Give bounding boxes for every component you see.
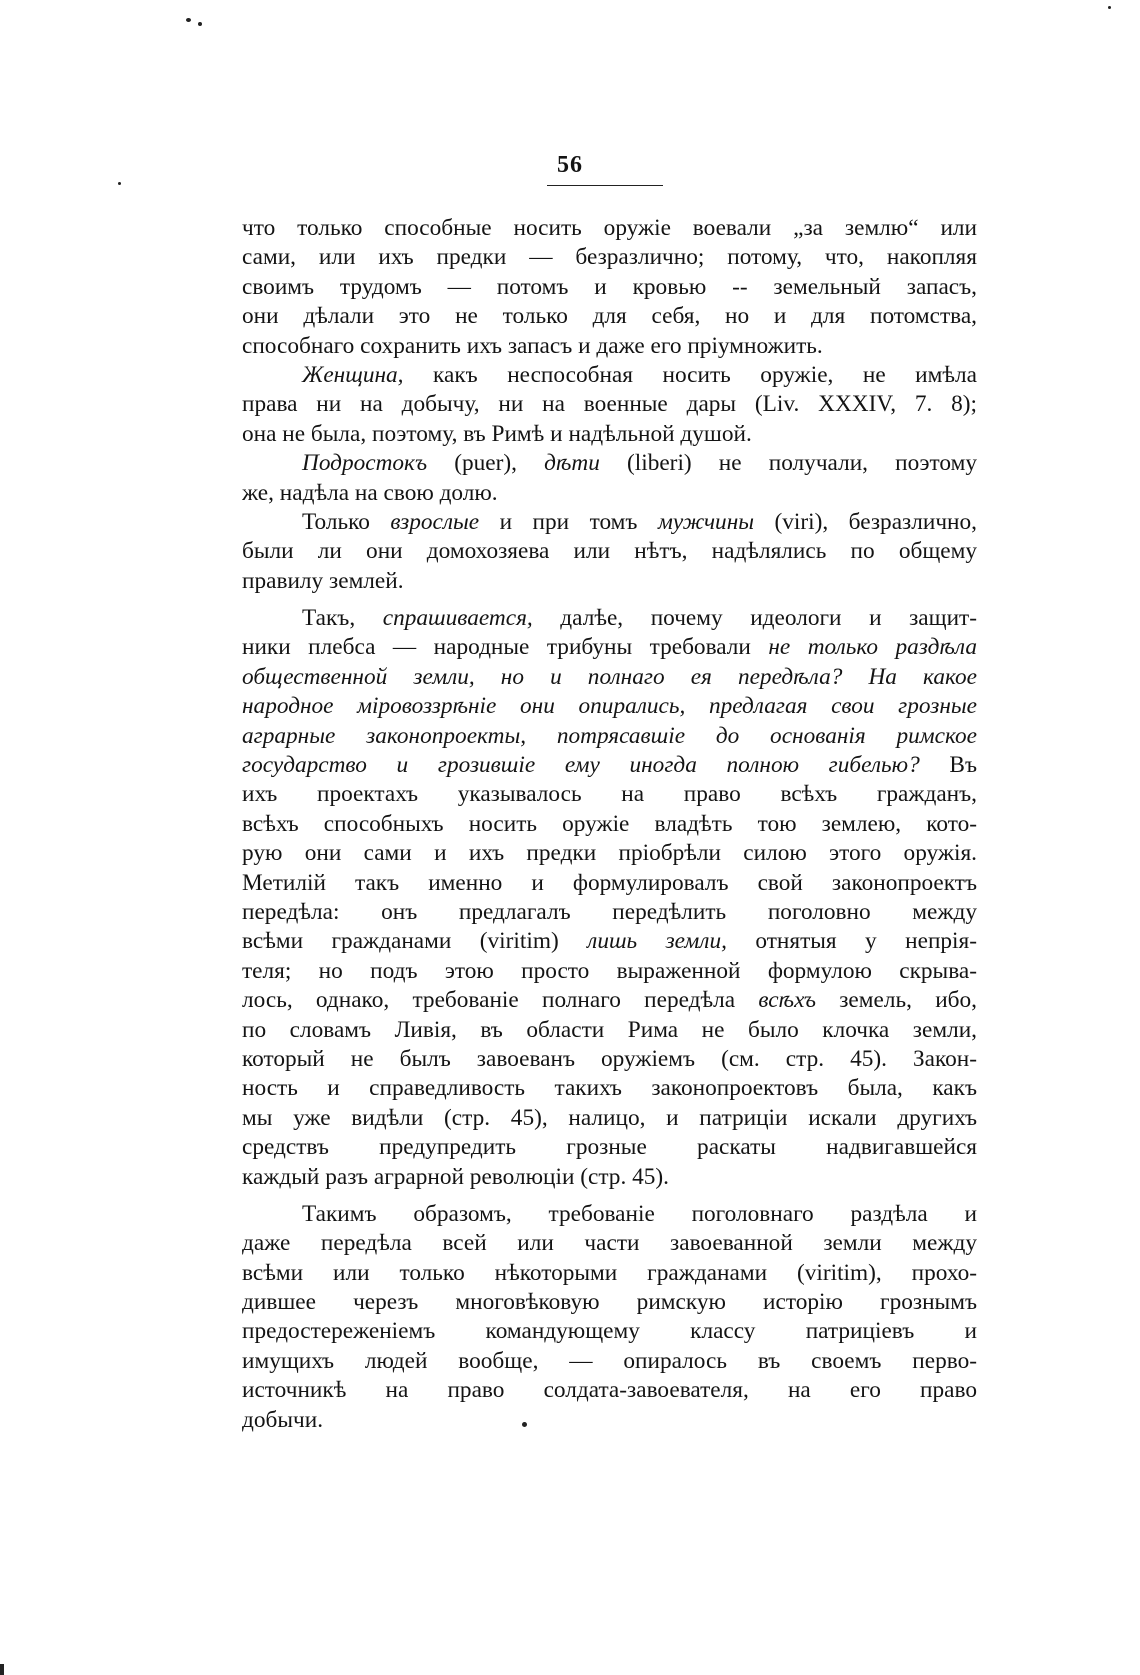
text-line: [242, 1259, 977, 1288]
scan-speck: [118, 182, 121, 185]
text-line: [242, 449, 977, 478]
italic-run: Женщина,: [302, 361, 404, 388]
text-line: [242, 1163, 977, 1192]
text-run: способнаго сохранить ихъ запасъ и даже его пріумножить.: [242, 332, 823, 359]
text-line: [242, 1376, 977, 1405]
italic-run: всѣхъ: [758, 987, 816, 1014]
text-run: средствъ предупредить грозные раскаты надвигавшейся: [242, 1134, 977, 1161]
text-run: что только способные носить оружіе воевали „за землю“ или: [242, 215, 977, 241]
text-run: какъ неспособная носить оружіе, не имѣла: [403, 361, 977, 388]
text-run: они дѣлали это не только для себя, но и для потомства,: [242, 303, 977, 330]
text-line: [242, 927, 977, 956]
text-run: сами, или ихъ предки — безразлично; потому, что, накопляя: [242, 244, 977, 271]
text-line: [242, 1200, 977, 1229]
text-run: который не былъ завоеванъ оружіемъ (см. стр. 45). Закон-: [242, 1045, 977, 1072]
text-line: [242, 604, 977, 633]
text-line: [242, 1074, 977, 1103]
text-run: были ли они домохозяева или нѣтъ, надѣлялись по общему: [242, 538, 977, 565]
text-line: [242, 1229, 977, 1258]
text-line: [242, 243, 977, 272]
text-run: Только: [302, 508, 391, 535]
text-run: (liberi) не получали, поэтому: [599, 450, 977, 477]
text-run: правилу землей.: [242, 567, 404, 594]
text-line: [242, 332, 977, 361]
italic-run: мужчины: [657, 508, 755, 535]
italic-run: спрашивается,: [382, 605, 533, 632]
text-run: и при томъ: [479, 508, 658, 535]
text-run: Такъ,: [302, 605, 383, 632]
text-line: [242, 722, 977, 751]
text-line: [242, 839, 977, 868]
text-line: [242, 633, 977, 662]
text-run: всѣхъ способныхъ носить оружіе владѣть тою землею, кото-: [242, 810, 977, 837]
text-run: лось, однако, требованіе полнаго передѣла: [242, 987, 759, 1014]
text-run: Въ: [919, 752, 977, 779]
text-run: дившее черезъ многовѣковую римскую исторію грознымъ: [242, 1289, 977, 1316]
text-line: [242, 273, 977, 302]
page-number-rule: [547, 185, 663, 186]
text-line: [242, 1016, 977, 1045]
text-run: Такимъ образомъ, требованіе поголовнаго раздѣла и: [302, 1200, 977, 1227]
text-line: [242, 214, 977, 243]
text-run: всѣми гражданами (viritim): [242, 928, 588, 955]
text-line: [242, 780, 977, 809]
text-line: [242, 537, 977, 566]
text-run: всѣми или только нѣкоторыми гражданами (viritim), прохо-: [242, 1259, 977, 1286]
text-run: каждый разъ аграрной революціи (стр. 45).: [242, 1163, 669, 1190]
text-run: земель, ибо,: [815, 987, 977, 1014]
text-line: [242, 1133, 977, 1162]
scan-speck: [198, 22, 202, 26]
italic-run: лишь земли,: [587, 928, 727, 955]
text-line: [242, 567, 977, 596]
text-line: [242, 986, 977, 1015]
text-run: своимъ трудомъ — потомъ и кровью -- земельный запасъ,: [242, 273, 977, 300]
text-line: [242, 302, 977, 331]
italic-run: государство и грозившіе ему иногда полною гибелью?: [242, 752, 920, 779]
italic-run: взрослые: [390, 508, 480, 535]
text-run: ники плебса — народные трибуны требовали: [242, 634, 769, 661]
text-line: [242, 420, 977, 449]
text-line: [242, 390, 977, 419]
text-run: ность и справедливость такихъ законопроектовъ была, какъ: [242, 1075, 977, 1102]
text-line: [242, 957, 977, 986]
text-run: она не была, поэтому, въ Римѣ и надѣльной душой.: [242, 420, 752, 447]
scan-speck: [0, 1664, 4, 1675]
text-line: [242, 1288, 977, 1317]
text-line: [242, 692, 977, 721]
text-run: Метилій такъ именно и формулировалъ свой законопроектъ: [242, 869, 977, 896]
text-run: передѣла: онъ предлагалъ передѣлить поголовно между: [242, 898, 977, 925]
page-number: 56: [557, 152, 583, 178]
text-run: по словамъ Ливія, въ области Рима не было клочка земли,: [242, 1016, 977, 1043]
text-line: [242, 1406, 977, 1435]
italic-run: дѣти: [544, 450, 600, 477]
text-run: даже передѣла всей или части завоеванной земли между: [242, 1230, 977, 1257]
text-run: (viri), безразлично,: [754, 508, 977, 535]
text-line: [242, 810, 977, 839]
italic-run: аграрные законопроекты, потрясавшіе до основанія римское: [242, 722, 977, 749]
text-line: [242, 508, 977, 537]
text-run: отнятыя у непрія-: [726, 928, 977, 955]
text-run: ихъ проектахъ указывалось на право всѣхъ гражданъ,: [242, 781, 977, 808]
text-run: мы уже видѣли (стр. 45), налицо, и патриціи искали другихъ: [242, 1104, 977, 1131]
text-line: [242, 663, 977, 692]
text-run: права ни на добычу, ни на военные дары (Liv. XXXIV, 7. 8);: [242, 391, 977, 418]
italic-run: не только раздѣла: [768, 634, 977, 661]
text-line: [242, 1045, 977, 1074]
text-line: [242, 361, 977, 390]
text-run: предостереженіемъ командующему классу патриціевъ и: [242, 1318, 977, 1345]
scan-speck: [186, 18, 191, 22]
text-run: источникѣ на право солдата-завоевателя, на его право: [242, 1377, 977, 1404]
text-line: [242, 869, 977, 898]
italic-run: Подростокъ: [302, 450, 428, 477]
text-line: [242, 1347, 977, 1376]
text-run: (puer),: [427, 450, 545, 477]
text-run: добычи.: [242, 1406, 324, 1433]
italic-run: народное міровоззрѣніе они опирались, предлагая свои грозные: [242, 693, 977, 720]
scan-speck: [522, 1422, 527, 1427]
text-line: [242, 1317, 977, 1346]
scan-speck: [1108, 6, 1111, 9]
paragraph-gap: [242, 596, 977, 604]
text-line: [242, 898, 977, 927]
body-text: [242, 214, 977, 1435]
text-run: же, надѣла на свою долю.: [242, 479, 498, 506]
text-line: [242, 751, 977, 780]
text-run: рую они сами и ихъ предки пріобрѣли силою этого оружія.: [242, 840, 977, 867]
text-line: [242, 479, 977, 508]
text-run: далѣе, почему идеологи и защит-: [532, 605, 977, 632]
text-line: [242, 1104, 977, 1133]
text-run: имущихъ людей вообще, — опиралось въ своемъ перво-: [242, 1347, 977, 1374]
italic-run: общественной земли, но и полнаго ея передѣла? На какое: [242, 663, 977, 690]
paragraph-gap: [242, 1192, 977, 1200]
text-run: теля; но подъ этою просто выраженной формулою скрыва-: [242, 957, 977, 984]
